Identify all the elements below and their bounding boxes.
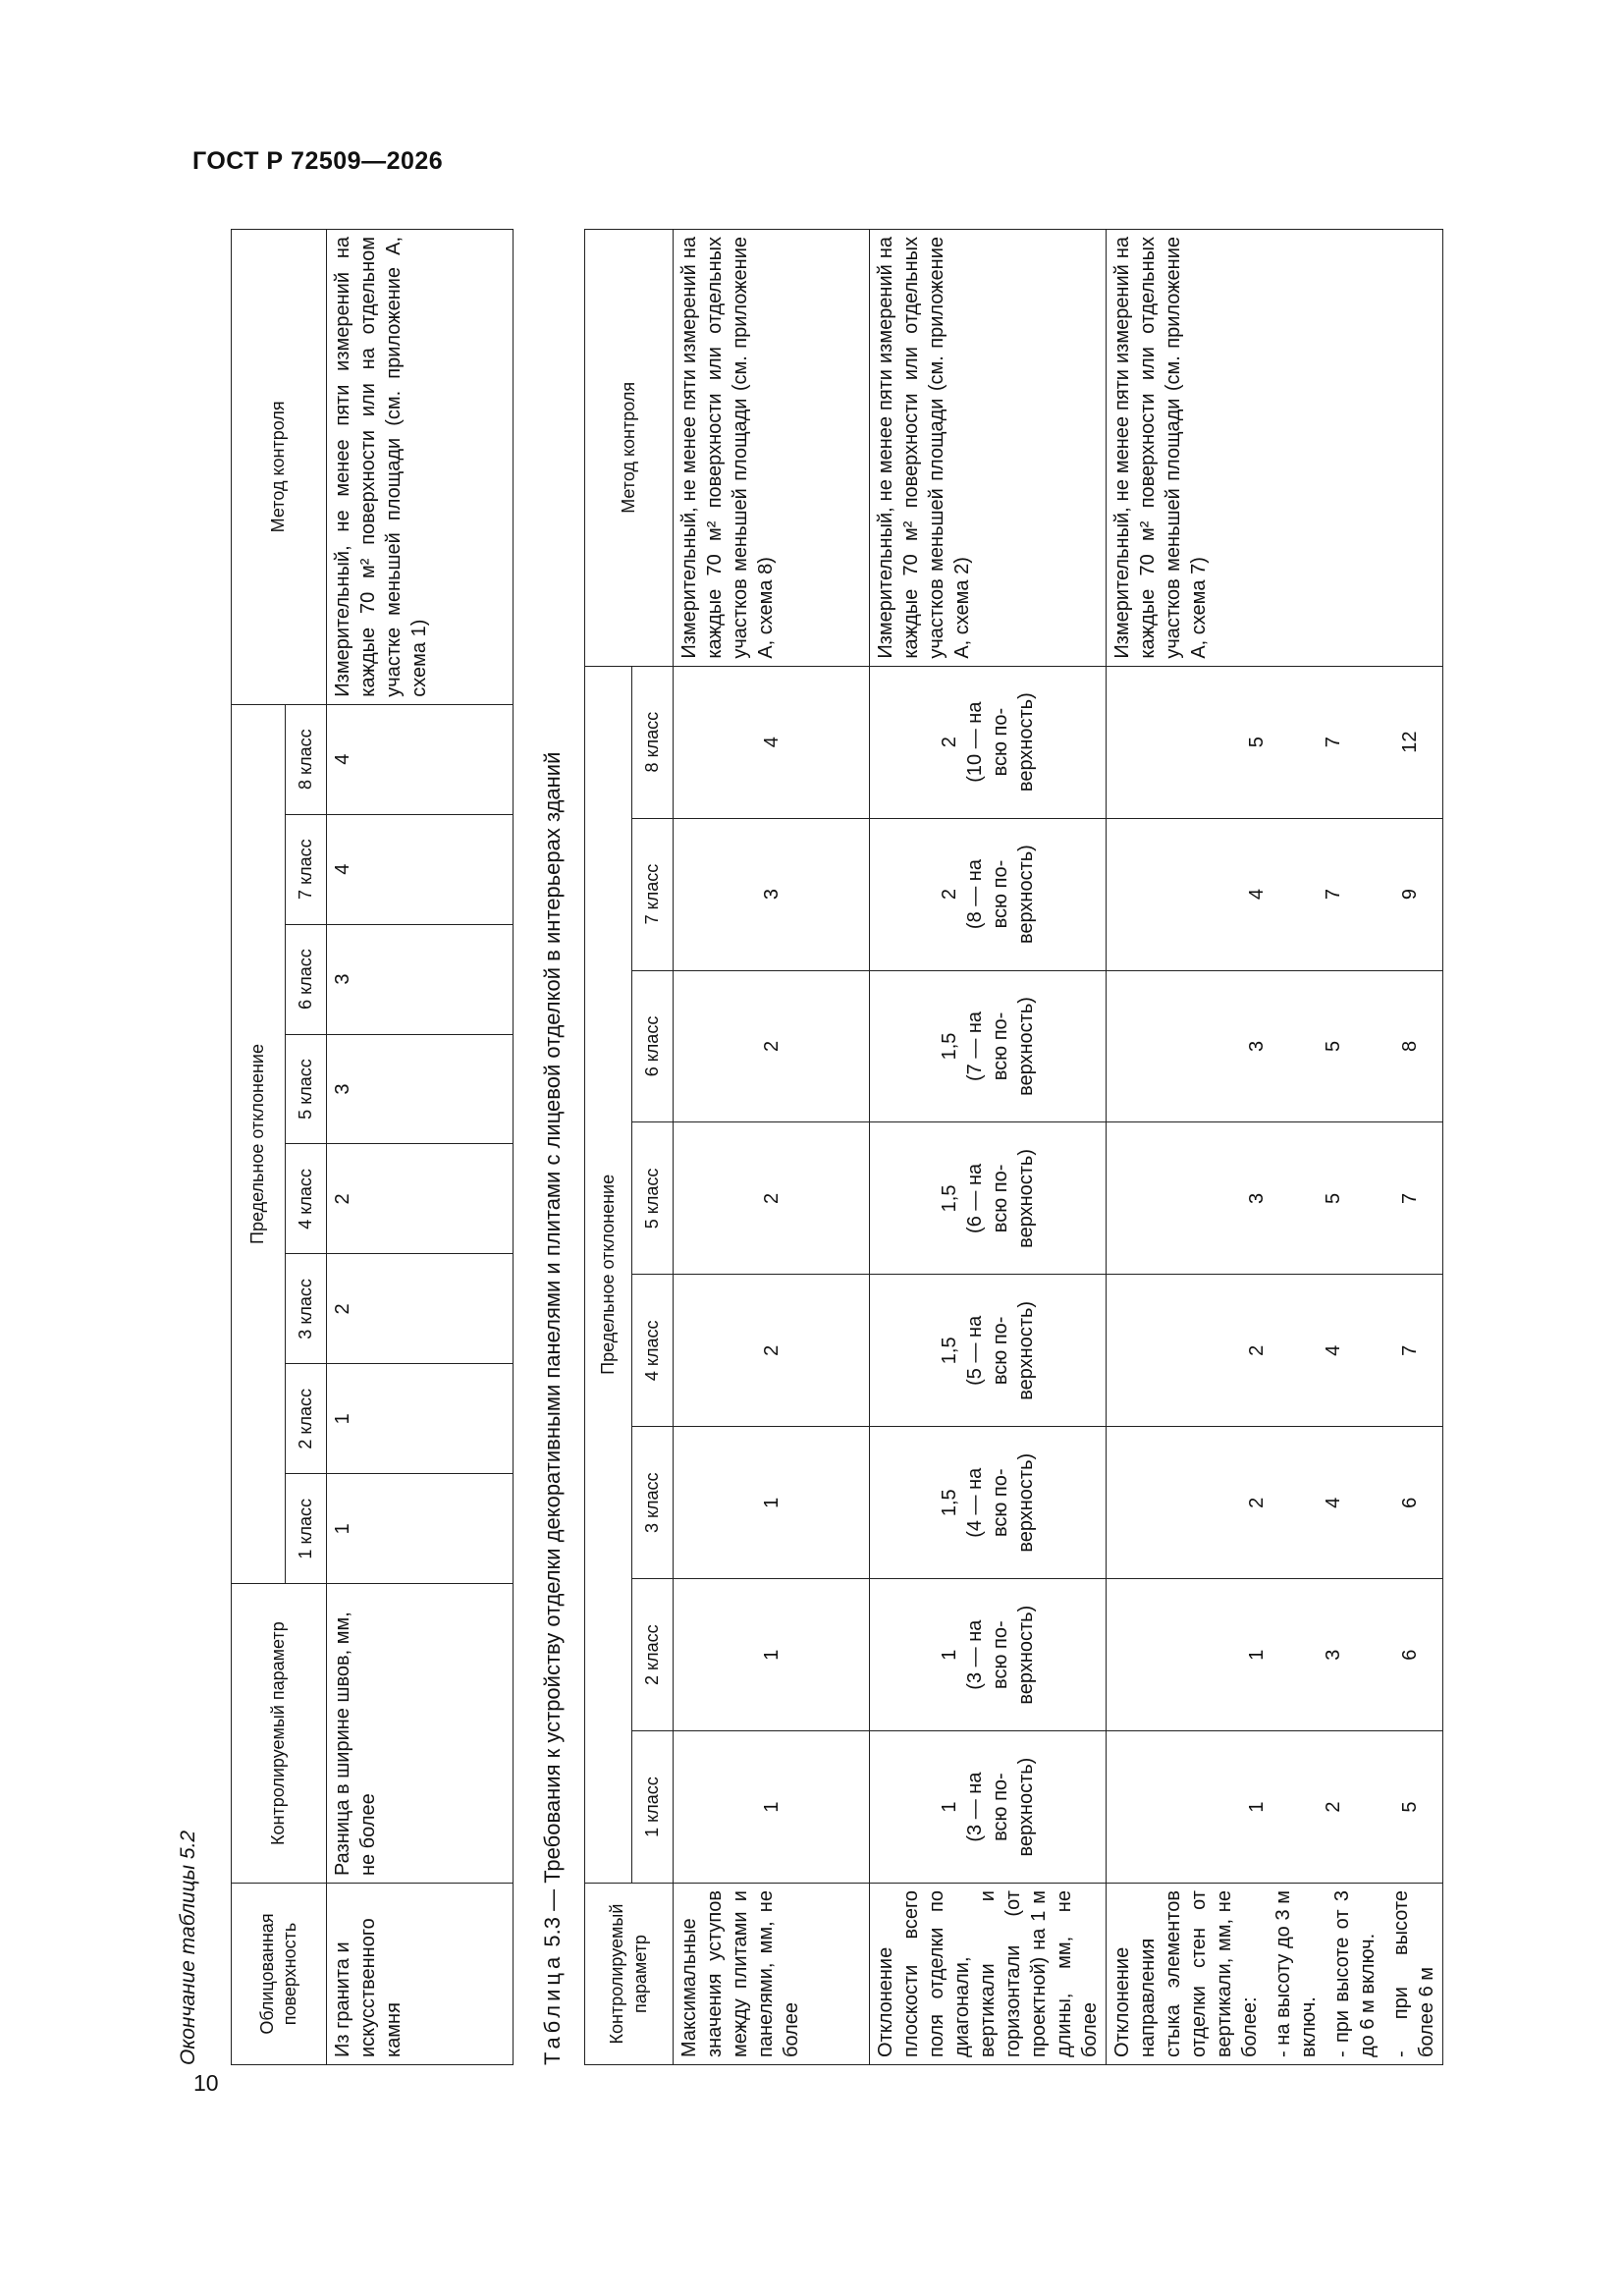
param-subitem: - при высоте от 3 до 6 м включ. — [1331, 1890, 1379, 2057]
header-class: 1 класс — [286, 1474, 327, 1584]
header-class: 7 класс — [286, 814, 327, 924]
param-main-text: Отклонение направления стыка элементов отделки стен от вертикали, мм, не более: — [1111, 1890, 1261, 2057]
value-cell: 5 7 12 — [1107, 666, 1443, 818]
param-subitem: - при высоте более 6 м — [1390, 1890, 1437, 2057]
table-5-3 — [584, 229, 1443, 2065]
header-class: 3 класс — [286, 1254, 327, 1364]
value-cell: 2 — [674, 1275, 870, 1427]
value-cell: 3 5 7 — [1107, 1122, 1443, 1275]
value-cell: 1 — [674, 1731, 870, 1884]
header-class: 7 класс — [632, 818, 674, 970]
method-cell: Измерительный, не менее пяти измерений на каждые 70 м² поверхности или на отдельном участке меньшей площади (см. приложение А, схема 1) — [327, 230, 514, 705]
value-cell: 1 (3 — на всю по- верхность) — [870, 1579, 1107, 1731]
method-cell: Измерительный, не менее пяти измерений на каждые 70 м² поверхности или отдельных участков меньшей площади (см. приложение А, схема 8) — [674, 230, 870, 667]
header-class: 8 класс — [632, 666, 674, 818]
method-cell: Измерительный, не менее пяти измерений на каждые 70 м² поверхности или отдельных участков меньшей площади (см. приложение А, схема 7) — [1107, 230, 1443, 667]
value-cell: 1 — [674, 1579, 870, 1731]
value-cell: 1,5 (7 — на всю по- верхность) — [870, 970, 1107, 1122]
header-class: 6 класс — [286, 924, 327, 1034]
value-cell: 2 (10 — на всю по- верхность) — [870, 666, 1107, 818]
value-cell: 1 — [674, 1427, 870, 1579]
header-param: Контролируемый параметр — [585, 1884, 674, 2065]
table-row — [674, 230, 870, 2065]
header-class: 3 класс — [632, 1427, 674, 1579]
table-5-3-title — [540, 752, 566, 2065]
header-class: 2 класс — [632, 1579, 674, 1731]
header-class: 2 класс — [286, 1364, 327, 1474]
value-cell: 2 — [327, 1144, 514, 1254]
table-5-2-end — [231, 229, 514, 2065]
value-cell: 2 4 6 — [1107, 1427, 1443, 1579]
value-cell: 1 2 5 — [1107, 1731, 1443, 1884]
page-number: 10 — [193, 2070, 219, 2096]
header-class: 5 класс — [286, 1034, 327, 1144]
param-cell: Разница в ширине швов, мм, не более — [327, 1584, 514, 1884]
value-cell: 1,5 (6 — на всю по- верхность) — [870, 1122, 1107, 1275]
param-cell — [1107, 1884, 1443, 2065]
header-deviation: Предельное отклонение — [585, 666, 632, 1883]
table-label: Таблица — [540, 1952, 565, 2065]
value-cell: 1 — [327, 1364, 514, 1474]
value-cell: 4 — [674, 666, 870, 818]
value-cell: 1 (3 — на всю по- верхность) — [870, 1731, 1107, 1884]
table-number: 5.3 — [540, 1917, 565, 1947]
header-class: 8 класс — [286, 704, 327, 814]
value-cell: 1 — [327, 1474, 514, 1584]
document-code: ГОСТ Р 72509—2026 — [192, 147, 444, 175]
table-row — [1107, 230, 1443, 2065]
value-cell: 1,5 (5 — на всю по- верхность) — [870, 1275, 1107, 1427]
rotated-page-content — [177, 219, 1453, 2065]
method-cell: Измерительный, не менее пяти измерений на каждые 70 м² поверхности или отдельных участков меньшей площади (см. приложение А, схема 2) — [870, 230, 1107, 667]
table-row — [327, 230, 514, 2065]
value-cell: 4 — [327, 704, 514, 814]
value-cell: 4 7 9 — [1107, 818, 1443, 970]
param-cell: Отклонение плоскости всего поля отделки по диагонали, вертикали и горизонтали (от проектной) на 1 м длины, мм, не более — [870, 1884, 1107, 2065]
header-class: 4 класс — [632, 1275, 674, 1427]
param-subitem: - на высоту до 3 м включ. — [1272, 1890, 1320, 2057]
table-row — [870, 230, 1107, 2065]
value-cell: 2 — [674, 1122, 870, 1275]
value-cell: 1 3 6 — [1107, 1579, 1443, 1731]
value-cell: 3 5 8 — [1107, 970, 1443, 1122]
param-cell: Максимальные значения уступов между плитами и панелями, мм, не более — [674, 1884, 870, 2065]
value-cell: 2 4 7 — [1107, 1275, 1443, 1427]
value-cell: 3 — [674, 818, 870, 970]
header-method: Метод контроля — [585, 230, 674, 667]
table-title-text: — Требования к устройству отделки декоративными панелями и плитами с лицевой отделкой в интерьерах зданий — [540, 751, 565, 1911]
header-method: Метод контроля — [232, 230, 327, 705]
value-cell: 1,5 (4 — на всю по- верхность) — [870, 1427, 1107, 1579]
header-class: 6 класс — [632, 970, 674, 1122]
surface-cell: Из гранита и искусственного камня — [327, 1884, 514, 2065]
header-surface: Облицованная поверхность — [232, 1884, 327, 2065]
value-cell: 2 — [327, 1254, 514, 1364]
header-class: 4 класс — [286, 1144, 327, 1254]
value-cell: 2 — [674, 970, 870, 1122]
value-cell: 3 — [327, 1034, 514, 1144]
header-deviation: Предельное отклонение — [232, 704, 286, 1584]
table-continuation-caption: Окончание таблицы 5.2 — [177, 1830, 199, 2065]
header-param: Контролируемый параметр — [232, 1584, 327, 1884]
value-cell: 4 — [327, 814, 514, 924]
value-cell: 3 — [327, 924, 514, 1034]
header-class: 1 класс — [632, 1731, 674, 1884]
header-class: 5 класс — [632, 1122, 674, 1275]
value-cell: 2 (8 — на всю по- верхность) — [870, 818, 1107, 970]
